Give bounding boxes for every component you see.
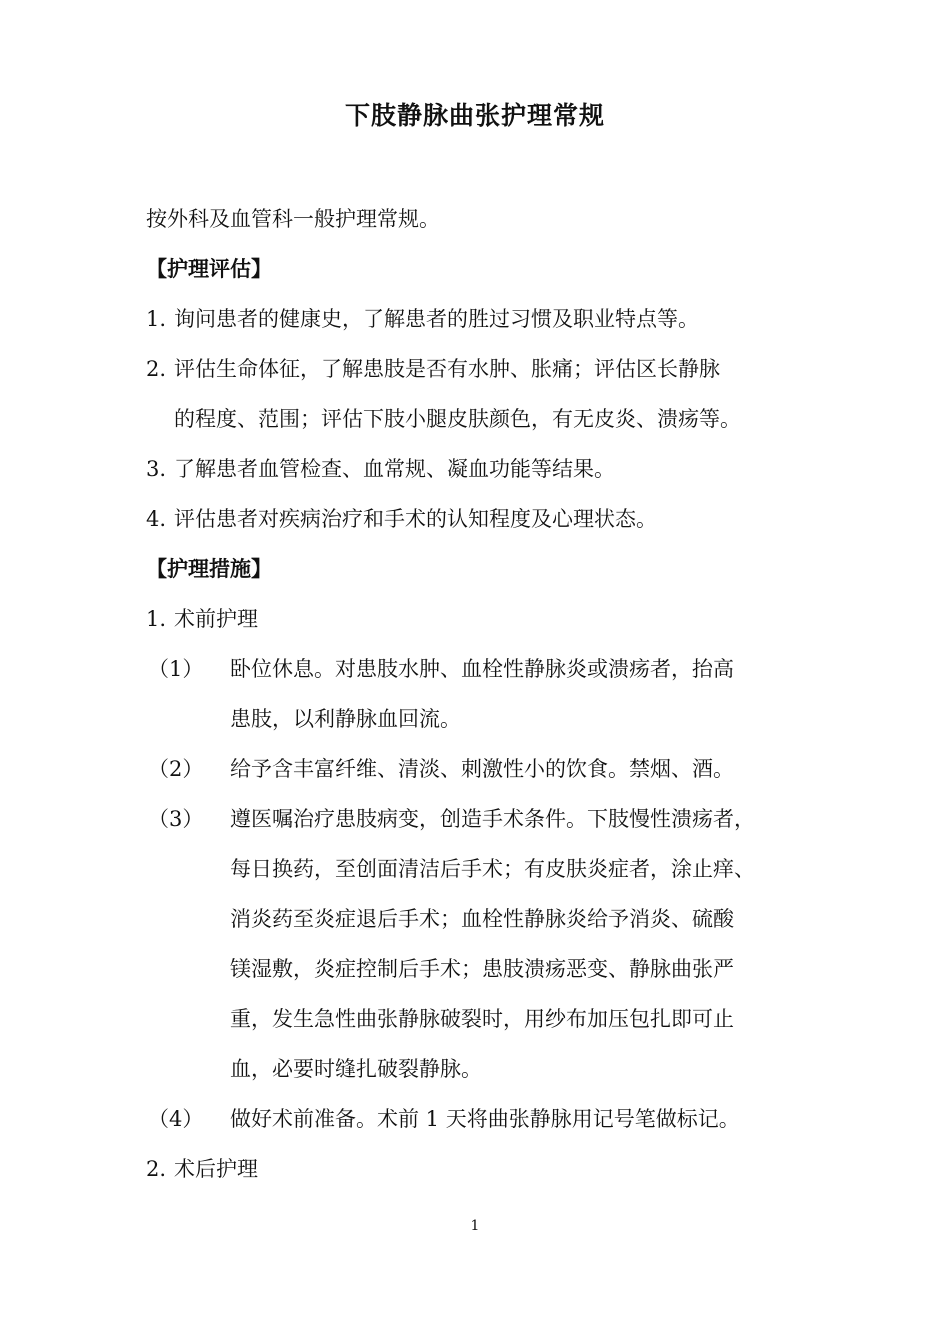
page-title: 下肢静脉曲张护理常规	[344, 101, 605, 130]
assessment-item	[146, 354, 720, 384]
item-text: 评估生命体征，了解患肢是否有水肿、胀痛；评估区长静脉	[174, 357, 720, 381]
assessment-heading: 【护理评估】	[146, 257, 272, 281]
item-number: 4.	[146, 507, 167, 531]
assessment-item	[146, 504, 657, 534]
list-item-line: 患肢，以利静脉血回流。	[230, 707, 461, 731]
list-item-line: 镁湿敷，炎症控制后手术；患肢溃疡恶变、静脉曲张严	[230, 957, 734, 981]
item-number: 2.	[146, 357, 167, 381]
preop-section-title	[146, 604, 258, 634]
postop-section-title	[146, 1154, 258, 1184]
item-number: 3.	[146, 457, 167, 481]
list-marker: （2）	[148, 757, 204, 781]
list-marker: （3）	[148, 807, 204, 831]
item-text: 询问患者的健康史，了解患者的胜过习惯及职业特点等。	[174, 307, 699, 331]
item-text: 了解患者血管检查、血常规、凝血功能等结果。	[174, 457, 615, 481]
item-text: 评估患者对疾病治疗和手术的认知程度及心理状态。	[174, 507, 657, 531]
measures-heading: 【护理措施】	[146, 557, 272, 581]
list-item-line: 遵医嘱治疗患肢病变，创造手术条件。下肢慢性溃疡者，	[230, 807, 755, 831]
list-item-line: 卧位休息。对患肢水肿、血栓性静脉炎或溃疡者，抬高	[230, 657, 734, 681]
section-label: 术前护理	[174, 607, 258, 631]
list-marker: （4）	[148, 1107, 204, 1131]
intro-text: 按外科及血管科一般护理常规。	[146, 207, 440, 231]
list-item-line: 每日换药，至创面清洁后手术；有皮肤炎症者，涂止痒、	[230, 857, 755, 881]
list-marker: （1）	[148, 657, 204, 681]
item-text-continued: 的程度、范围；评估下肢小腿皮肤颜色，有无皮炎、溃疡等。	[174, 407, 741, 431]
list-item-line: 给予含丰富纤维、清淡、刺激性小的饮食。禁烟、酒。	[230, 757, 734, 781]
list-item-line: 重，发生急性曲张静脉破裂时，用纱布加压包扎即可止	[230, 1007, 734, 1031]
section-label: 术后护理	[174, 1157, 258, 1181]
section-number: 1.	[146, 607, 167, 631]
assessment-item	[146, 304, 699, 334]
item-number: 1.	[146, 307, 167, 331]
list-item-line: 血，必要时缝扎破裂静脉。	[230, 1057, 482, 1081]
list-item-line: 消炎药至炎症退后手术；血栓性静脉炎给予消炎、硫酸	[230, 907, 734, 931]
page-number: 1	[470, 1218, 480, 1234]
section-number: 2.	[146, 1157, 167, 1181]
assessment-item	[146, 454, 615, 484]
list-item-line: 做好术前准备。术前 1 天将曲张静脉用记号笔做标记。	[230, 1107, 740, 1131]
